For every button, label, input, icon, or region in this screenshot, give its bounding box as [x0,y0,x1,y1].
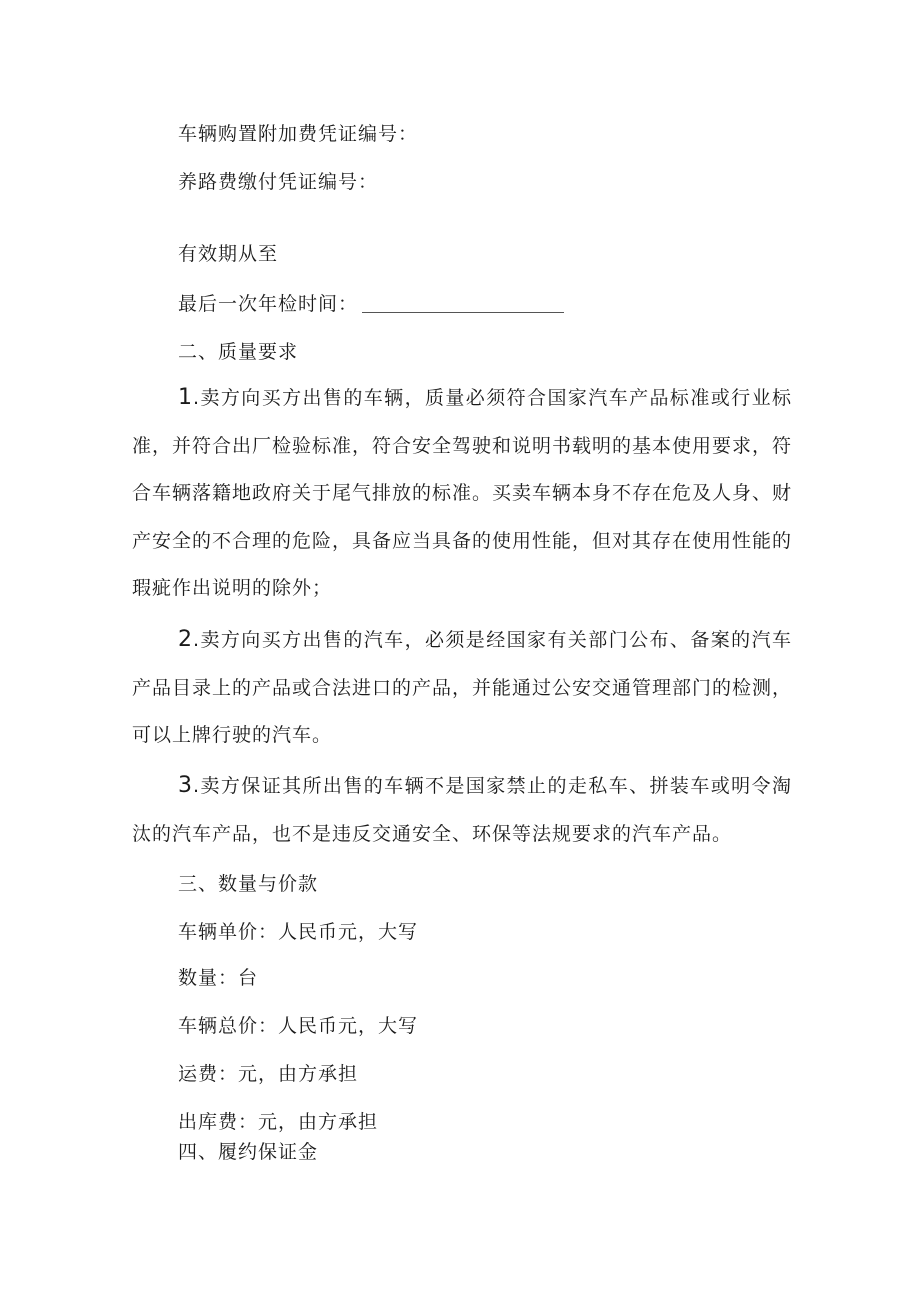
section4-heading: 四、履约保证金 [178,1141,319,1163]
purchase-fee-voucher-field: 车辆购置附加费凭证编号： [178,123,419,145]
quality-item-2 [132,616,792,760]
unit-price-field: 车辆单价：人民币元，大写 [178,921,419,943]
quality-item-1 [132,374,792,613]
item-number: 1 [178,385,193,410]
item-number: 3 [178,773,193,798]
item-text: .卖方保证其所出售的车辆不是国家禁止的走私车、拼装车或明令淘汰的汽车产品，也不是违反交通安全、环保等法规要求的汽车产品。 [132,775,792,845]
item-text: .卖方向买方出售的汽车，必须是经国家有关部门公布、备案的汽车产品目录上的产品或合法进口的产品，并能通过公安交通管理部门的检测，可以上牌行驶的汽车。 [132,629,793,746]
validity-field: 有效期从至 [178,243,279,265]
road-fee-voucher-field: 养路费缴付凭证编号： [178,171,379,193]
item-number: 2 [178,627,193,652]
last-inspection-field: 最后一次年检时间： [178,293,359,315]
total-price-field: 车辆总价：人民币元，大写 [178,1015,419,1037]
warehouse-fee-field: 出库费：元，由方承担 [178,1111,379,1133]
last-inspection-blank-line [362,312,564,313]
item-text: .卖方向买方出售的车辆，质量必须符合国家汽车产品标准或行业标准，并符合出厂检验标准，符合安全驾驶和说明书载明的基本使用要求，符合车辆落籍地政府关于尾气排放的标准。买卖车辆本身不存在危及人身、财产安全的不合理的危险，具备应当具备的使用性能，但对其存在使用性能的瑕疵作出说明的除外； [132,387,793,599]
section2-heading: 二、质量要求 [178,341,299,363]
quantity-field: 数量：台 [178,967,259,989]
freight-field: 运费：元，由方承担 [178,1063,359,1085]
section3-heading: 三、数量与价款 [178,873,319,895]
quality-item-3 [132,762,792,858]
